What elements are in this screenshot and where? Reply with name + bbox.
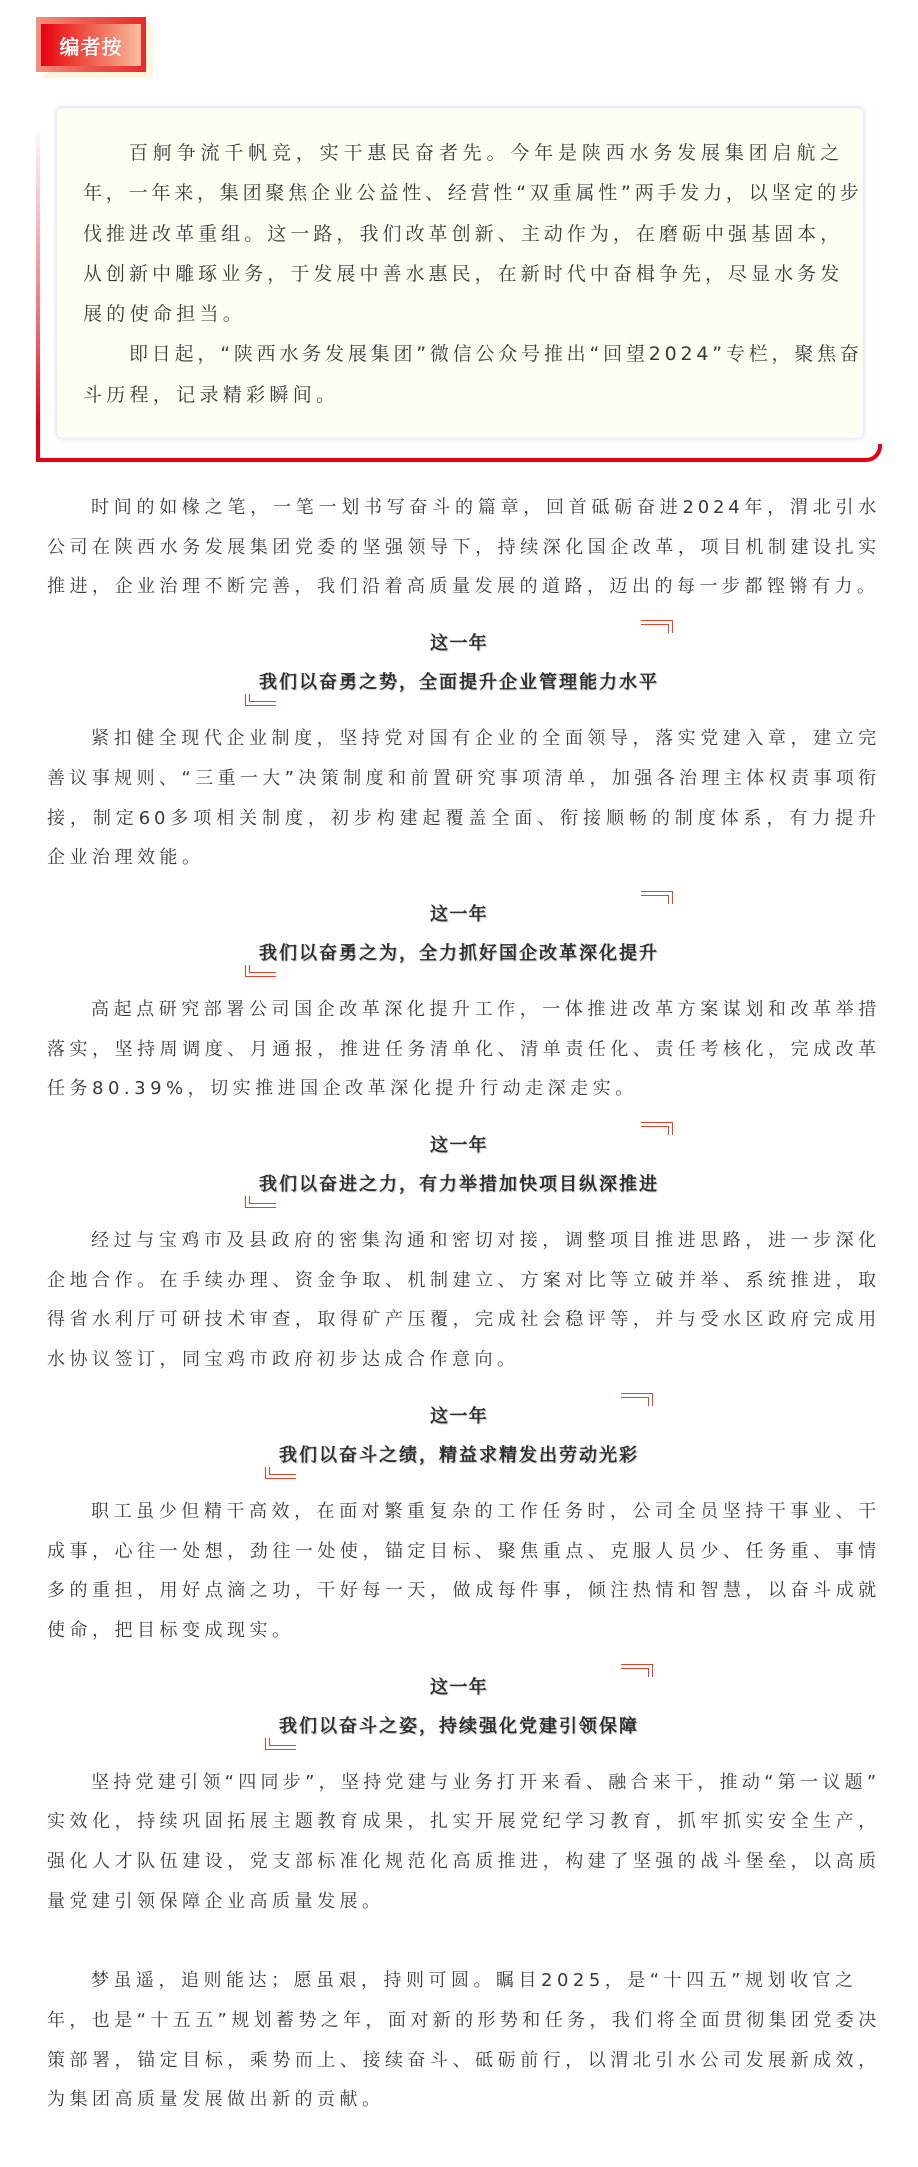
- text-line: 接，制定60多项相关制度，初步构建起覆盖全面、衔接顺畅的制度体系，有力提升: [47, 807, 880, 829]
- section-heading: [47, 1122, 880, 1208]
- corner-bracket-top-right-icon: [621, 1393, 653, 1406]
- section-heading-block: [265, 1664, 653, 1750]
- corner-bracket-bottom-left-icon: [245, 1196, 276, 1208]
- text-line: 强化人才队伍建设，党支部标准化规范化高质推进，构建了坚强的战斗堡垒，以高质: [47, 1851, 880, 1873]
- text-line: 高起点研究部署公司国企改革深化提升工作，一体推进改革方案谋划和改革举措: [91, 998, 880, 1020]
- editor-note-box: [57, 108, 863, 438]
- text-line: 紧扣健全现代企业制度，坚持党对国有企业的全面领导，落实党建入章，建立完: [91, 728, 880, 750]
- text-line: 即日起，“陕西水务发展集团”微信公众号推出“回望2024”专栏，聚焦奋: [129, 343, 863, 366]
- text-line: 坚持党建引领“四同步”，坚持党建与业务打开来看、融合来干，推动“第一议题”: [91, 1771, 880, 1793]
- text-line: 从创新中雕琢业务，于发展中善水惠民，在新时代中奋楫争先，尽显水务发: [83, 262, 843, 285]
- corner-bracket-top-right-icon: [621, 1664, 653, 1677]
- section-heading: [47, 1664, 880, 1750]
- section-paragraph: [47, 719, 880, 878]
- frame-bottom-line: [36, 444, 882, 462]
- text-line: 多的重担，用好点滴之功，干好每一天，做成每件事，倾注热情和智慧，以奋斗成就: [47, 1580, 880, 1602]
- section-title: 我们以奋斗之绩，精益求精发出劳动光彩: [279, 1444, 639, 1466]
- text-line: 实效化，持续巩固拓展主题教育成果，扎实开展党纪学习教育，抓牢抓实安全生产，: [47, 1811, 880, 1833]
- text-line: 职工虽少但精干高效，在面对繁重复杂的工作任务时，公司全员坚持干事业、干: [91, 1500, 880, 1522]
- text-line: 使命，把目标变成现实。: [47, 1619, 295, 1641]
- editor-note-label: [36, 17, 146, 72]
- text-line: 梦虽遥，追则能达；愿虽艰，持则可圆。瞩目2025，是“十四五”规划收官之: [91, 1970, 858, 1992]
- section-kicker: 这一年: [430, 633, 488, 655]
- section-heading-block: [245, 1122, 673, 1208]
- blank-line: [47, 1921, 880, 1961]
- section-heading: [47, 620, 880, 706]
- editor-note-paragraph: [83, 334, 863, 415]
- section-kicker: 这一年: [430, 903, 488, 925]
- intro-paragraph: [47, 488, 880, 607]
- text-line: 公司在陕西水务发展集团党委的坚强领导下，持续深化国企改革，项目机制建设扎实: [47, 536, 880, 558]
- editor-note-paragraph: [83, 133, 863, 334]
- text-line: 年，一年来，集团聚焦企业公益性、经营性“双重属性”两手发力，以坚定的步: [83, 182, 863, 205]
- section-title: 我们以奋进之力，有力举措加快项目纵深推进: [259, 1174, 659, 1196]
- text-line: 百舸争流千帆竞，实干惠民奋者先。今年是陕西水务发展集团启航之: [129, 142, 843, 164]
- label-badge: [36, 17, 146, 72]
- text-line: 展的使命担当。: [83, 303, 247, 326]
- text-line: 年，也是“十五五”规划蓄势之年，面对新的形势和任务，我们将全面贯彻集团党委决: [47, 2009, 880, 2031]
- corner-bracket-top-right-icon: [641, 620, 673, 633]
- corner-bracket-top-right-icon: [641, 1122, 673, 1135]
- section-paragraph: [47, 990, 880, 1109]
- text-line: 善议事规则、“三重一大”决策制度和前置研究事项清单，加强各治理主体权责事项衔: [47, 767, 880, 789]
- corner-bracket-bottom-left-icon: [265, 1467, 296, 1479]
- section-kicker: 这一年: [430, 1135, 488, 1157]
- text-line: 策部署，锚定目标，乘势而上、接续奋斗、砥砺前行，以渭北引水公司发展新成效，: [47, 2049, 880, 2071]
- section-title: 我们以奋勇之为，全力抓好国企改革深化提升: [259, 942, 659, 964]
- section-heading: [47, 1393, 880, 1479]
- text-line: 企地合作。在手续办理、资金争取、机制建立、方案对比等立破并举、系统推进，取: [47, 1269, 880, 1291]
- section-paragraph: [47, 1221, 880, 1380]
- text-line: 时间的如椽之笔，一笔一划书写奋斗的篇章，回首砥砺奋进2024年，渭北引水: [91, 497, 880, 518]
- closing-paragraph: [47, 1961, 880, 2120]
- section-heading: [47, 891, 880, 977]
- label-text: 编者按: [41, 24, 141, 66]
- text-line: 推进，企业治理不断完善，我们沿着高质量发展的道路，迈出的每一步都铿锵有力。: [47, 576, 880, 598]
- text-line: 伐推进改革重组。这一路，我们改革创新、主动作为，在磨砺中强基固本，: [83, 222, 843, 245]
- article-body: [47, 488, 880, 2120]
- text-line: 企业治理效能。: [47, 847, 205, 869]
- text-line: 斗历程，记录精彩瞬间。: [83, 383, 340, 406]
- corner-bracket-bottom-left-icon: [245, 965, 276, 977]
- corner-bracket-bottom-left-icon: [245, 694, 276, 706]
- text-line: 成事，心往一处想，劲往一处使，锚定目标、聚焦重点、克服人员少、任务重、事情: [47, 1540, 880, 1562]
- corner-bracket-top-right-icon: [641, 891, 673, 904]
- text-line: 得省水利厅可研技术审查，取得矿产压覆，完成社会稳评等，并与受水区政府完成用: [47, 1309, 880, 1331]
- section-title: 我们以奋勇之势，全面提升企业管理能力水平: [259, 672, 659, 694]
- text-line: 水协议签订，同宝鸡市政府初步达成合作意向。: [47, 1349, 520, 1371]
- section-kicker: 这一年: [430, 1676, 488, 1698]
- text-line: 落实，坚持周调度、月通报，推进任务清单化、清单责任化、责任考核化，完成改革: [47, 1038, 880, 1060]
- section-paragraph: [47, 1492, 880, 1651]
- text-line: 任务80.39%，切实推进国企改革深化提升行动走深走实。: [47, 1078, 638, 1100]
- section-kicker: 这一年: [430, 1405, 488, 1427]
- text-line: 量党建引领保障企业高质量发展。: [47, 1890, 385, 1912]
- section-paragraph: [47, 1763, 880, 1922]
- section-heading-block: [265, 1393, 653, 1479]
- section-title: 我们以奋斗之姿，持续强化党建引领保障: [279, 1715, 639, 1737]
- section-heading-block: [245, 891, 673, 977]
- frame-left-line: [36, 132, 40, 462]
- text-line: 为集团高质量发展做出新的贡献。: [47, 2089, 385, 2111]
- section-heading-block: [245, 620, 673, 706]
- text-line: 经过与宝鸡市及县政府的密集沟通和密切对接，调整项目推进思路，进一步深化: [91, 1230, 880, 1252]
- corner-bracket-bottom-left-icon: [265, 1738, 296, 1750]
